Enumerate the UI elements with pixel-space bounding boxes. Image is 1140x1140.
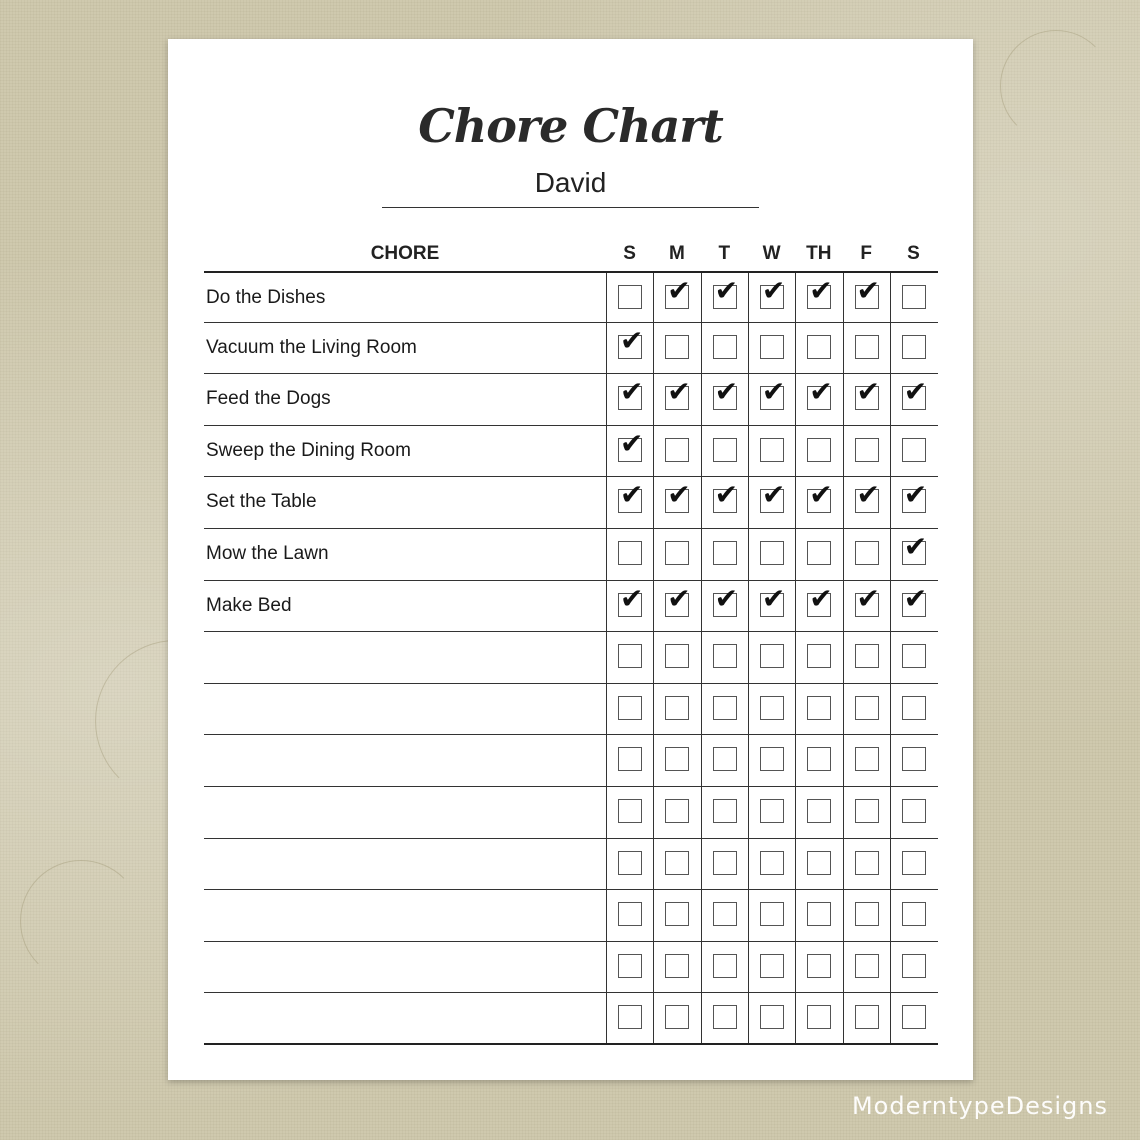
empty-checkbox[interactable] xyxy=(713,1005,737,1029)
empty-checkbox[interactable] xyxy=(618,851,642,875)
day-cell xyxy=(653,374,700,425)
day-cell xyxy=(795,942,842,993)
chore-label[interactable] xyxy=(206,735,602,786)
day-cell xyxy=(890,581,937,632)
chore-row xyxy=(204,323,938,375)
check-mark-icon: ✔ xyxy=(714,581,739,615)
day-cell xyxy=(748,684,795,735)
empty-checkbox[interactable] xyxy=(902,902,926,926)
day-cell xyxy=(701,632,748,683)
check-mark-icon: ✔ xyxy=(667,581,691,615)
empty-checkbox[interactable] xyxy=(807,799,831,823)
chore-row xyxy=(204,942,938,994)
day-cell xyxy=(795,581,842,632)
checked-checkbox[interactable] xyxy=(902,375,928,410)
check-mark-icon: ✔ xyxy=(856,274,880,307)
empty-checkbox[interactable] xyxy=(618,696,642,720)
checked-checkbox[interactable] xyxy=(665,581,691,617)
day-cell xyxy=(890,684,937,735)
empty-checkbox[interactable] xyxy=(855,696,879,720)
chore-label[interactable] xyxy=(206,787,602,838)
day-cell xyxy=(843,993,890,1043)
day-cell xyxy=(606,735,653,786)
checked-checkbox[interactable] xyxy=(760,375,786,410)
day-cell xyxy=(701,426,748,477)
check-mark-icon: ✔ xyxy=(620,581,644,615)
chore-label[interactable] xyxy=(206,993,602,1043)
day-cell xyxy=(606,581,653,632)
empty-checkbox[interactable] xyxy=(760,438,784,462)
day-cell xyxy=(843,787,890,838)
empty-checkbox[interactable] xyxy=(855,335,879,359)
chore-row xyxy=(204,529,938,581)
day-cell xyxy=(701,273,748,322)
checked-checkbox[interactable] xyxy=(618,581,644,617)
day-cell xyxy=(748,890,795,941)
empty-checkbox[interactable] xyxy=(902,644,926,668)
day-cell xyxy=(843,323,890,374)
checked-checkbox[interactable] xyxy=(855,478,880,513)
background-swirl xyxy=(1000,30,1112,142)
day-cell xyxy=(843,632,890,683)
day-cell xyxy=(890,529,937,580)
day-cell xyxy=(890,632,937,683)
checked-checkbox[interactable] xyxy=(618,426,644,462)
check-mark-icon: ✔ xyxy=(856,375,880,409)
empty-checkbox[interactable] xyxy=(807,1005,831,1029)
checked-checkbox[interactable] xyxy=(807,375,833,410)
day-cell xyxy=(748,477,795,528)
checked-checkbox[interactable] xyxy=(713,581,739,617)
chore-label[interactable]: Set the Table xyxy=(206,491,317,513)
day-cell xyxy=(653,529,700,580)
empty-checkbox[interactable] xyxy=(665,747,689,771)
day-cell xyxy=(606,684,653,735)
day-cell xyxy=(843,942,890,993)
day-cell xyxy=(795,684,842,735)
empty-checkbox[interactable] xyxy=(713,799,737,823)
empty-checkbox[interactable] xyxy=(760,747,784,771)
empty-checkbox[interactable] xyxy=(760,335,784,359)
chore-row xyxy=(204,735,938,787)
check-mark-icon: ✔ xyxy=(620,478,644,512)
day-cell xyxy=(653,787,700,838)
day-cell xyxy=(606,323,653,374)
empty-checkbox[interactable] xyxy=(713,438,737,462)
empty-checkbox[interactable] xyxy=(665,335,689,359)
empty-checkbox[interactable] xyxy=(902,335,926,359)
day-cell xyxy=(843,581,890,632)
empty-checkbox[interactable] xyxy=(618,902,642,926)
background-swirl xyxy=(20,860,142,982)
chore-row xyxy=(204,477,938,529)
day-cell xyxy=(890,787,937,838)
empty-checkbox[interactable] xyxy=(760,902,784,926)
day-cell xyxy=(890,426,937,477)
day-cell xyxy=(748,787,795,838)
day-cell xyxy=(748,993,795,1043)
check-mark-icon: ✔ xyxy=(667,274,691,307)
day-cell xyxy=(843,529,890,580)
empty-checkbox[interactable] xyxy=(807,438,831,462)
day-cell xyxy=(748,529,795,580)
check-mark-icon: ✔ xyxy=(809,274,833,307)
empty-checkbox[interactable] xyxy=(618,541,642,565)
empty-checkbox[interactable] xyxy=(902,1005,926,1029)
day-cell xyxy=(890,839,937,890)
chore-label[interactable]: Mow the Lawn xyxy=(206,542,329,564)
empty-checkbox[interactable] xyxy=(760,644,784,668)
day-cell xyxy=(748,839,795,890)
day-cell xyxy=(748,735,795,786)
day-cell xyxy=(606,993,653,1043)
empty-checkbox[interactable] xyxy=(618,747,642,771)
empty-checkbox[interactable] xyxy=(855,644,879,668)
day-cell xyxy=(843,273,890,322)
day-cell xyxy=(606,839,653,890)
day-cell xyxy=(653,426,700,477)
day-cell xyxy=(653,890,700,941)
empty-checkbox[interactable] xyxy=(902,285,926,309)
day-cell xyxy=(795,426,842,477)
day-cell xyxy=(701,477,748,528)
chore-row xyxy=(204,890,938,942)
check-mark-icon: ✔ xyxy=(856,581,880,615)
checked-checkbox[interactable] xyxy=(855,274,880,309)
check-mark-icon: ✔ xyxy=(809,581,833,615)
chore-column-header: CHORE xyxy=(370,243,440,264)
day-cell xyxy=(653,735,700,786)
day-cell xyxy=(701,839,748,890)
day-cell xyxy=(795,890,842,941)
empty-checkbox[interactable] xyxy=(713,747,737,771)
name-underline xyxy=(382,207,759,208)
chore-row xyxy=(204,993,938,1045)
page-title: Chore Chart xyxy=(418,99,723,153)
check-mark-icon: ✔ xyxy=(903,529,928,563)
check-mark-icon: ✔ xyxy=(761,375,786,409)
empty-checkbox[interactable] xyxy=(855,747,879,771)
empty-checkbox[interactable] xyxy=(665,541,689,565)
check-mark-icon: ✔ xyxy=(620,323,644,357)
day-cell xyxy=(701,787,748,838)
empty-checkbox[interactable] xyxy=(855,851,879,875)
day-cell xyxy=(795,839,842,890)
chore-row xyxy=(204,839,938,891)
day-cell xyxy=(890,942,937,993)
checked-checkbox[interactable] xyxy=(665,375,691,410)
empty-checkbox[interactable] xyxy=(807,696,831,720)
empty-checkbox[interactable] xyxy=(760,851,784,875)
empty-checkbox[interactable] xyxy=(618,799,642,823)
day-header: S xyxy=(623,243,636,264)
empty-checkbox[interactable] xyxy=(855,541,879,565)
empty-checkbox[interactable] xyxy=(665,644,689,668)
empty-checkbox[interactable] xyxy=(807,851,831,875)
day-cell xyxy=(748,942,795,993)
day-cell xyxy=(653,632,700,683)
empty-checkbox[interactable] xyxy=(713,644,737,668)
day-header: S xyxy=(907,243,920,264)
chore-row xyxy=(204,426,938,478)
day-cell xyxy=(701,684,748,735)
check-mark-icon: ✔ xyxy=(809,478,833,512)
checked-checkbox[interactable] xyxy=(807,274,833,309)
check-mark-icon: ✔ xyxy=(809,375,833,409)
chore-table xyxy=(204,271,938,1045)
day-cell xyxy=(701,942,748,993)
checked-checkbox[interactable] xyxy=(902,478,928,513)
empty-checkbox[interactable] xyxy=(902,799,926,823)
day-cell xyxy=(890,890,937,941)
checked-checkbox[interactable] xyxy=(902,529,928,565)
checked-checkbox[interactable] xyxy=(713,274,739,309)
check-mark-icon: ✔ xyxy=(667,478,691,512)
chore-label[interactable]: Feed the Dogs xyxy=(206,388,331,410)
day-cell xyxy=(795,529,842,580)
empty-checkbox[interactable] xyxy=(665,954,689,978)
chore-row xyxy=(204,632,938,684)
watermark-text: ModerntypeDesigns xyxy=(851,1092,1108,1120)
empty-checkbox[interactable] xyxy=(807,335,831,359)
empty-checkbox[interactable] xyxy=(618,1005,642,1029)
day-header: TH xyxy=(806,243,832,264)
empty-checkbox[interactable] xyxy=(665,696,689,720)
checked-checkbox[interactable] xyxy=(618,323,644,359)
checked-checkbox[interactable] xyxy=(618,375,644,410)
empty-checkbox[interactable] xyxy=(618,954,642,978)
day-cell xyxy=(653,942,700,993)
empty-checkbox[interactable] xyxy=(807,644,831,668)
day-cell xyxy=(653,323,700,374)
day-cell xyxy=(653,993,700,1043)
day-cell xyxy=(890,273,937,322)
empty-checkbox[interactable] xyxy=(665,438,689,462)
check-mark-icon: ✔ xyxy=(714,375,739,409)
day-cell xyxy=(748,632,795,683)
day-cell xyxy=(795,993,842,1043)
check-mark-icon: ✔ xyxy=(714,478,739,512)
day-cell xyxy=(843,684,890,735)
day-cell xyxy=(701,890,748,941)
empty-checkbox[interactable] xyxy=(807,902,831,926)
chore-label[interactable] xyxy=(206,684,602,735)
day-cell xyxy=(701,735,748,786)
day-cell xyxy=(795,273,842,322)
empty-checkbox[interactable] xyxy=(665,799,689,823)
empty-checkbox[interactable] xyxy=(760,696,784,720)
day-header: T xyxy=(718,243,731,264)
day-cell xyxy=(795,323,842,374)
checked-checkbox[interactable] xyxy=(713,375,739,410)
day-cell xyxy=(795,477,842,528)
day-cell xyxy=(890,993,937,1043)
day-cell xyxy=(795,374,842,425)
day-cell xyxy=(606,787,653,838)
empty-checkbox[interactable] xyxy=(713,902,737,926)
day-cell xyxy=(701,374,748,425)
check-mark-icon: ✔ xyxy=(903,581,928,615)
empty-checkbox[interactable] xyxy=(665,851,689,875)
checked-checkbox[interactable] xyxy=(807,478,833,513)
empty-checkbox[interactable] xyxy=(713,335,737,359)
day-cell xyxy=(606,477,653,528)
empty-checkbox[interactable] xyxy=(902,747,926,771)
day-cell xyxy=(795,632,842,683)
empty-checkbox[interactable] xyxy=(760,954,784,978)
chore-label[interactable] xyxy=(206,942,602,993)
checked-checkbox[interactable] xyxy=(760,274,786,309)
empty-checkbox[interactable] xyxy=(855,799,879,823)
empty-checkbox[interactable] xyxy=(665,1005,689,1029)
checked-checkbox[interactable] xyxy=(902,581,928,617)
empty-checkbox[interactable] xyxy=(855,1005,879,1029)
day-cell xyxy=(701,993,748,1043)
child-name: David xyxy=(534,167,607,198)
check-mark-icon: ✔ xyxy=(620,426,644,460)
day-cell xyxy=(748,581,795,632)
day-cell xyxy=(890,323,937,374)
check-mark-icon: ✔ xyxy=(667,375,691,409)
day-cell xyxy=(748,426,795,477)
checked-checkbox[interactable] xyxy=(665,478,691,513)
day-cell xyxy=(606,374,653,425)
day-cell xyxy=(653,684,700,735)
checked-checkbox[interactable] xyxy=(855,375,880,410)
chore-label[interactable]: Sweep the Dining Room xyxy=(206,439,411,461)
day-header: W xyxy=(762,243,781,264)
checked-checkbox[interactable] xyxy=(713,478,739,513)
day-cell xyxy=(890,374,937,425)
day-cell xyxy=(843,374,890,425)
checked-checkbox[interactable] xyxy=(855,581,880,617)
check-mark-icon: ✔ xyxy=(856,478,880,512)
chore-label[interactable]: Make Bed xyxy=(206,594,292,616)
chore-label[interactable]: Do the Dishes xyxy=(206,287,326,308)
chore-label[interactable] xyxy=(206,632,602,683)
day-cell xyxy=(653,477,700,528)
day-cell xyxy=(606,942,653,993)
check-mark-icon: ✔ xyxy=(761,274,786,307)
day-cell xyxy=(701,529,748,580)
empty-checkbox[interactable] xyxy=(713,851,737,875)
chore-row xyxy=(204,374,938,426)
day-cell xyxy=(653,839,700,890)
day-cell xyxy=(606,426,653,477)
day-cell xyxy=(748,273,795,322)
empty-checkbox[interactable] xyxy=(760,541,784,565)
empty-checkbox[interactable] xyxy=(855,902,879,926)
day-cell xyxy=(606,529,653,580)
empty-checkbox[interactable] xyxy=(807,954,831,978)
checked-checkbox[interactable] xyxy=(760,581,786,617)
day-cell xyxy=(653,273,700,322)
empty-checkbox[interactable] xyxy=(618,285,642,309)
empty-checkbox[interactable] xyxy=(713,696,737,720)
day-cell xyxy=(843,890,890,941)
day-cell xyxy=(748,323,795,374)
empty-checkbox[interactable] xyxy=(902,696,926,720)
chore-chart-sheet xyxy=(168,39,973,1080)
chore-row xyxy=(204,684,938,736)
check-mark-icon: ✔ xyxy=(903,375,928,409)
check-mark-icon: ✔ xyxy=(903,478,928,512)
check-mark-icon: ✔ xyxy=(620,375,644,409)
day-cell xyxy=(843,735,890,786)
chore-row xyxy=(204,581,938,633)
empty-checkbox[interactable] xyxy=(902,954,926,978)
day-cell xyxy=(701,581,748,632)
empty-checkbox[interactable] xyxy=(760,1005,784,1029)
checked-checkbox[interactable] xyxy=(618,478,644,513)
checked-checkbox[interactable] xyxy=(760,478,786,513)
chore-label[interactable]: Vacuum the Living Room xyxy=(206,336,417,358)
empty-checkbox[interactable] xyxy=(713,954,737,978)
day-header: F xyxy=(860,243,872,264)
chore-row xyxy=(204,787,938,839)
day-cell xyxy=(890,477,937,528)
empty-checkbox[interactable] xyxy=(760,799,784,823)
empty-checkbox[interactable] xyxy=(855,954,879,978)
empty-checkbox[interactable] xyxy=(713,541,737,565)
chore-label[interactable] xyxy=(206,839,602,890)
day-cell xyxy=(653,581,700,632)
checked-checkbox[interactable] xyxy=(665,274,691,309)
check-mark-icon: ✔ xyxy=(714,274,739,307)
chore-label[interactable] xyxy=(206,890,602,941)
empty-checkbox[interactable] xyxy=(807,747,831,771)
day-header: M xyxy=(669,243,685,264)
day-cell xyxy=(843,477,890,528)
empty-checkbox[interactable] xyxy=(665,902,689,926)
day-cell xyxy=(606,632,653,683)
empty-checkbox[interactable] xyxy=(855,438,879,462)
chore-row xyxy=(204,271,938,323)
day-cell xyxy=(606,890,653,941)
day-cell xyxy=(843,839,890,890)
check-mark-icon: ✔ xyxy=(761,581,786,615)
day-cell xyxy=(890,735,937,786)
empty-checkbox[interactable] xyxy=(902,438,926,462)
day-cell xyxy=(843,426,890,477)
day-cell xyxy=(795,735,842,786)
empty-checkbox[interactable] xyxy=(807,541,831,565)
check-mark-icon: ✔ xyxy=(761,478,786,512)
empty-checkbox[interactable] xyxy=(618,644,642,668)
day-cell xyxy=(606,273,653,322)
checked-checkbox[interactable] xyxy=(807,581,833,617)
day-cell xyxy=(795,787,842,838)
day-cell xyxy=(748,374,795,425)
day-cell xyxy=(701,323,748,374)
empty-checkbox[interactable] xyxy=(902,851,926,875)
